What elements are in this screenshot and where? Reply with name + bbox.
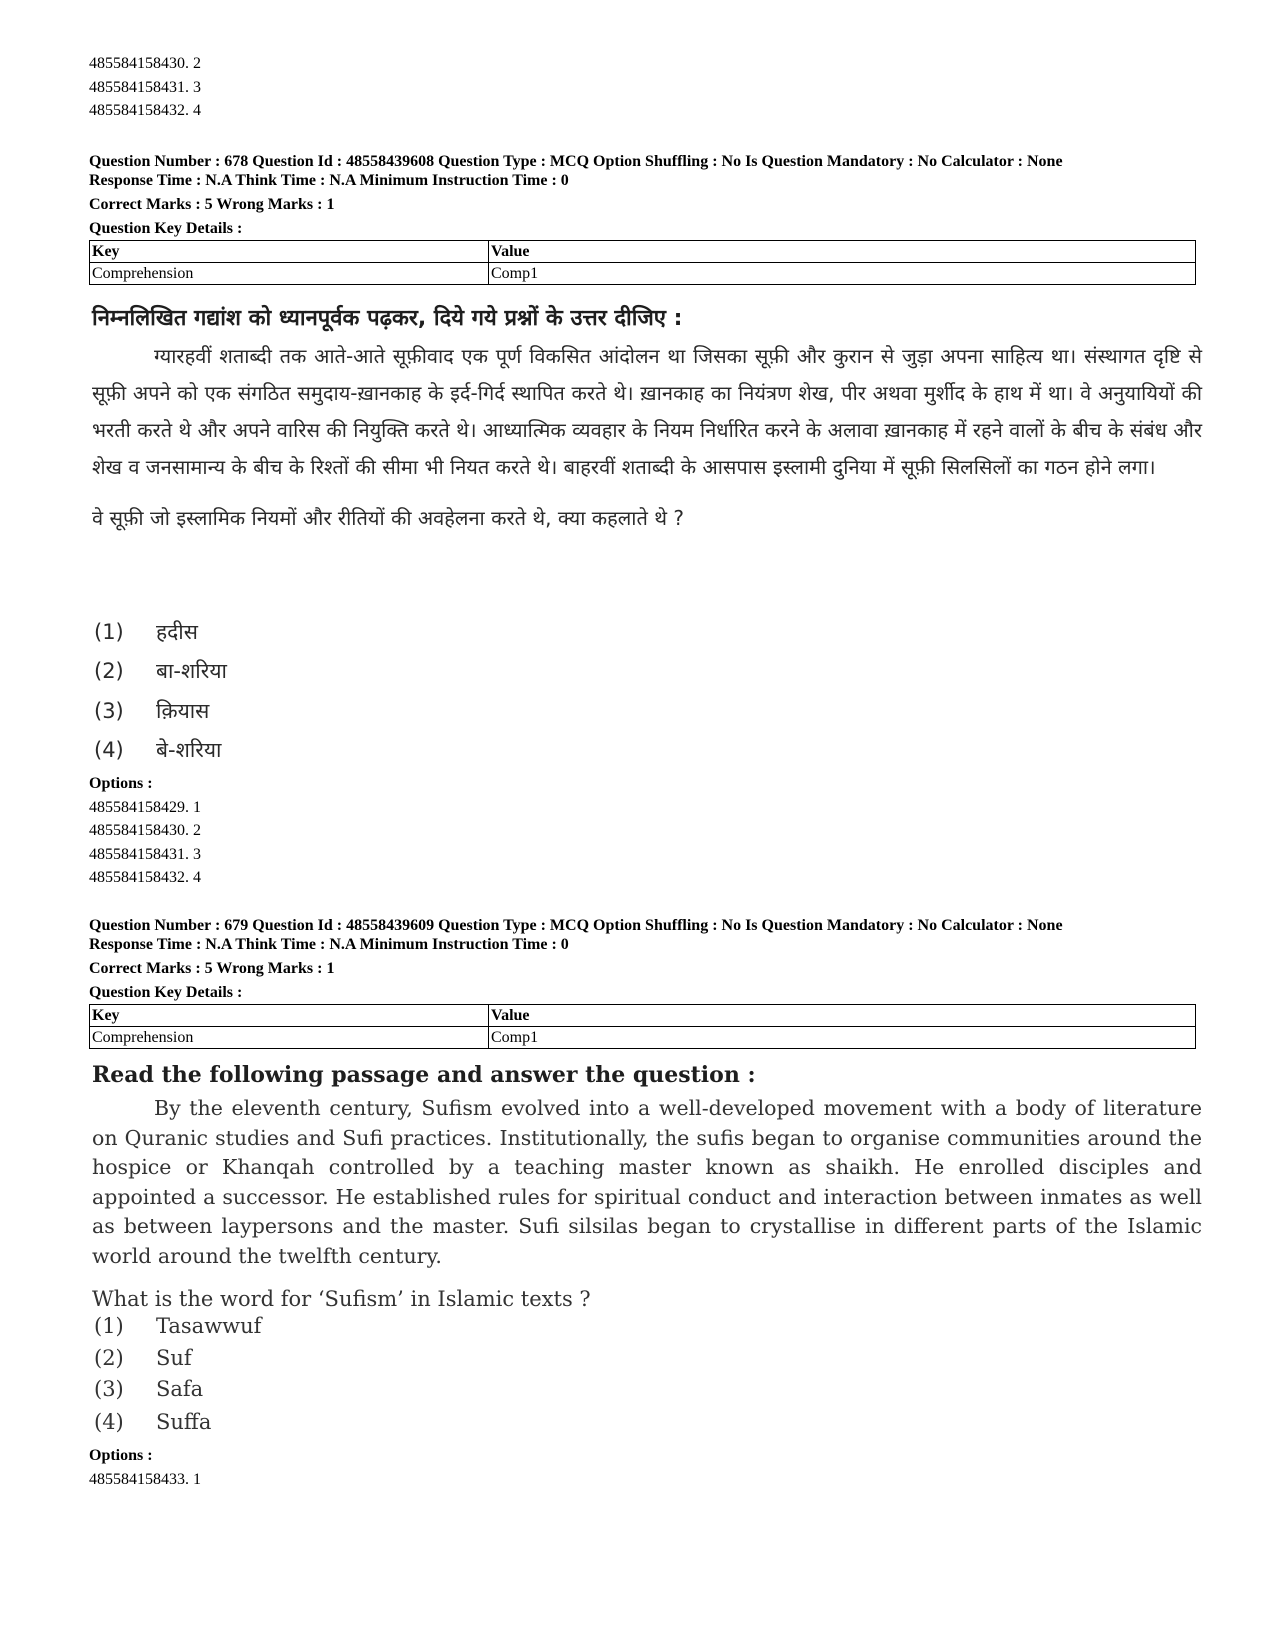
q679-options [89, 1444, 1199, 1491]
question-meta: Question Number : 679 Question Id : 48558439609 Question Type : MCQ Option Shuffling : No Is Question Mandatory : No Calculator : None [89, 917, 1063, 934]
passage-text: ग्यारहवीं शताब्दी तक आते-आते सूफ़ीवाद एक पूर्ण विकसित आंदोलन था जिसका सूफ़ी और कुरान से जुड़ा अपना साहित्य था। संस्थागत दृष्टि से सूफ़ी अपने को एक संगठित समुदाय-ख़ानकाह के इर्द-गिर्द स्थापित करते थे। ख़ानकाह का नियंत्रण शेख, पीर अथवा मुर्शीद के हाथ में था। वे अनुयायियों की भरती करते थे और अपने वारिस की नियुक्ति करते थे। आध्यात्मिक व्यवहार के नियम निर्धारित करने के अलावा ख़ानकाह में रहने वालों के बीच के संबंध और शेख व जनसामान्य के बीच के रिश्तों की सीमा भी नियत करते थे। बाहरवीं शताब्दी के आसपास इस्लामी दुनिया में सूफ़ी सिलसिलों का गठन होने लगा। [92, 344, 1202, 479]
table-row [90, 1027, 1196, 1049]
choice-number: (4) [94, 738, 124, 762]
choice-text: हदीस [156, 620, 198, 644]
table-cell-value: Comp1 [489, 1027, 1196, 1049]
option-line: 485584158432. 4 [89, 869, 201, 886]
option-line: 485584158432. 4 [89, 102, 201, 119]
question-timing: Response Time : N.A Think Time : N.A Minimum Instruction Time : 0 [89, 172, 569, 189]
option-line: 485584158431. 3 [89, 78, 201, 96]
question-timing: Response Time : N.A Think Time : N.A Minimum Instruction Time : 0 [89, 936, 569, 953]
choice-number: (2) [94, 1346, 124, 1370]
q679-question-image [92, 1062, 1202, 1311]
choice-number: (1) [94, 620, 124, 644]
q678-header [89, 152, 1199, 240]
passage-instruction: Read the following passage and answer the question : [92, 1062, 756, 1088]
option-line: 485584158430. 2 [89, 55, 201, 72]
choice-text: Suffa [156, 1410, 212, 1434]
table-header-value: Value [489, 1005, 1196, 1027]
choice-2 [94, 657, 227, 685]
question-text: What is the word for ‘Sufism’ in Islamic texts ? [92, 1287, 591, 1311]
choice-4 [94, 736, 222, 764]
choice-number: (1) [94, 1314, 124, 1338]
question-marks: Correct Marks : 5 Wrong Marks : 1 [89, 196, 335, 213]
choice-3 [94, 1377, 203, 1401]
table-cell-value: Comp1 [489, 263, 1196, 285]
table-cell-key: Comprehension [90, 1027, 489, 1049]
table-cell-key: Comprehension [90, 263, 489, 285]
table-header-row [90, 1005, 1196, 1027]
q679-header [89, 916, 1199, 1004]
table-header-key: Key [90, 241, 489, 263]
options-label: Options : [89, 1447, 153, 1464]
choice-number: (3) [94, 699, 124, 723]
question-text: वे सूफ़ी जो इस्लामिक नियमों और रीतियों की अवहेलना करते थे, क्या कहलाते थे ? [92, 506, 684, 530]
q678-options [89, 772, 1199, 890]
choice-1 [94, 1314, 261, 1338]
choice-text: Tasawwuf [156, 1314, 262, 1338]
choice-4 [94, 1410, 211, 1434]
q678-question-image [92, 302, 1202, 531]
option-line: 485584158431. 3 [89, 845, 201, 863]
option-line: 485584158430. 2 [89, 822, 201, 839]
choice-number: (3) [94, 1377, 124, 1401]
table-header-row [90, 241, 1196, 263]
choice-text: Suf [156, 1346, 192, 1370]
choice-1 [94, 618, 198, 646]
choice-text: Safa [156, 1377, 204, 1401]
q679-key-table [89, 1004, 1196, 1049]
table-header-value: Value [489, 241, 1196, 263]
table-header-key: Key [90, 1005, 489, 1027]
q678-key-table [89, 240, 1196, 285]
choice-text: क़ियास [156, 699, 210, 723]
carryover-options [89, 52, 1199, 123]
question-marks: Correct Marks : 5 Wrong Marks : 1 [89, 960, 335, 977]
question-meta: Question Number : 678 Question Id : 48558439608 Question Type : MCQ Option Shuffling : No Is Question Mandatory : No Calculator : None [89, 153, 1063, 170]
option-line: 485584158429. 1 [89, 798, 201, 816]
choice-number: (4) [94, 1410, 124, 1434]
options-label: Options : [89, 775, 153, 792]
key-details-label: Question Key Details : [89, 983, 243, 1001]
passage-instruction: निम्नलिखित गद्यांश को ध्यानपूर्वक पढ़कर, दिये गये प्रश्नों के उत्तर दीजिए : [92, 306, 683, 331]
choice-2 [94, 1346, 192, 1370]
choice-text: बे-शरिया [156, 738, 222, 762]
passage-text: By the eleventh century, Sufism evolved into a well-developed movement with a body of literature on Quranic studies and Sufi practices. Institutionally, the sufis began to organise communities around the hospice or Khanqah controlled by a teaching master known as shaikh. He enrolled disciples and appointed a successor. He established rules for spiritual conduct and interaction between inmates as well as between laypersons and the master. Sufi silsilas began to crystallise in different parts of the Islamic world around the twelfth century. [92, 1096, 1202, 1268]
key-details-label: Question Key Details : [89, 219, 243, 237]
choice-3 [94, 697, 209, 725]
choice-text: बा-शरिया [156, 659, 227, 683]
choice-number: (2) [94, 659, 124, 683]
option-line: 485584158433. 1 [89, 1470, 201, 1488]
table-row [90, 263, 1196, 285]
